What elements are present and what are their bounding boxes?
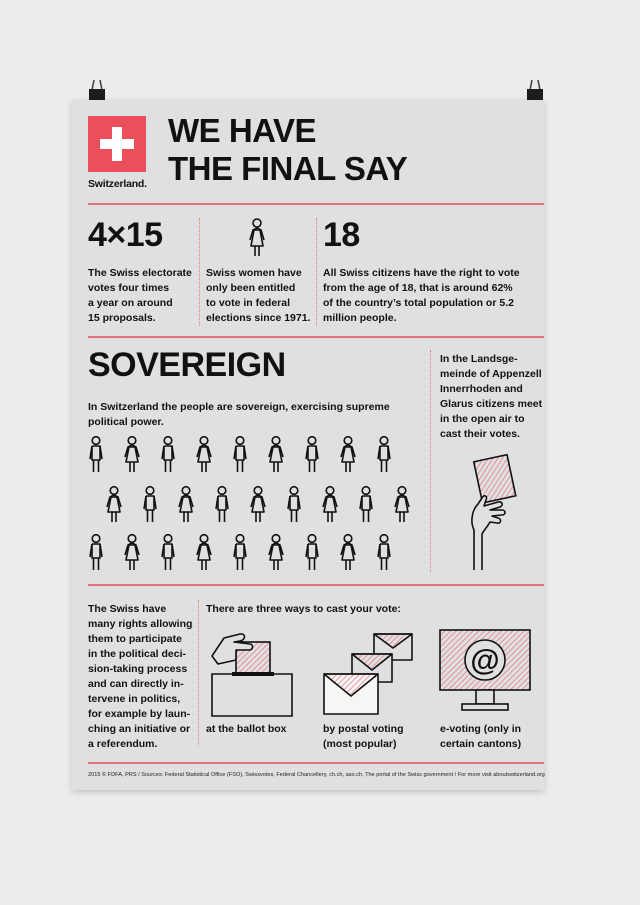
divider [88,203,544,205]
poster-title: WE HAVE THE FINAL SAY [168,112,408,187]
monitor-at-icon [438,626,532,718]
dotted-separator [430,350,431,572]
woman-figure-icon [125,535,139,570]
sovereign-text: In Switzerland the people are sovereign, exercising supreme political power. [88,401,390,428]
stat-text-votes: The Swiss electorate votes four times a year on around 15 proposals. [88,267,192,324]
way-label-postal: by postal voting (most popular) [323,723,404,750]
swiss-flag-icon [88,116,146,172]
stat-text-women: Swiss women have only been entitled to vote in federal elections since 1971. [206,267,311,324]
woman-figure-icon [125,437,139,472]
ways-heading: There are three ways to cast your vote: [206,603,401,615]
man-figure-icon [234,437,246,472]
man-figure-icon [234,535,246,570]
man-figure-icon [90,535,102,570]
rights-text: The Swiss have many rights allowing them to participate in the political deci- sion-taking process and can directly in- tervene in politics, for example by laun- ching an initiative or a referendum. [88,603,193,750]
sovereign-heading: SOVEREIGN [88,346,286,384]
man-figure-icon [90,437,102,472]
man-figure-icon [288,487,300,522]
way-label-evoting: e-voting (only in certain cantons) [440,723,522,750]
man-figure-icon [306,437,318,472]
man-figure-icon [378,437,390,472]
dotted-separator [316,218,317,326]
crowd-illustration [86,436,426,576]
man-figure-icon [144,487,156,522]
woman-figure-icon [269,437,283,472]
divider [88,584,544,586]
man-figure-icon [162,437,174,472]
stat-value-age: 18 [323,216,360,254]
woman-figure-icon [341,535,355,570]
woman-figure-icon [251,487,265,522]
woman-figure-icon [269,535,283,570]
ballot-box-icon [206,626,298,718]
envelopes-icon [322,632,414,718]
stat-value-votes: 4×15 [88,216,163,254]
woman-figure-icon [107,487,121,522]
landsgemeinde-text: In the Landsge- meinde of Appenzell Innerrhoden and Glarus citizens meet in the open air to cast their votes. [440,353,543,440]
dotted-separator [198,600,199,746]
stat-text-age: All Swiss citizens have the right to vote from the age of 18, that is around 62% of the country’s total population or 5.2 million people. [323,267,520,324]
way-label-ballot: at the ballot box [206,723,287,735]
man-figure-icon [216,487,228,522]
woman-figure-icon [323,487,337,522]
svg-text:@: @ [470,644,500,677]
woman-figure-icon [395,487,409,522]
flag-label: Switzerland. [88,178,147,190]
woman-figure-icon [246,218,268,258]
hand-with-ballot-icon [464,452,526,570]
footer-sources: 2015 © FDFA, PRS / Sources: Federal Statistical Office (FSO), Swissvotes, Federal Chancellery, ch.ch, aso.ch, The portal of the Swiss government / For more visit aboutswitzerland.org [88,772,545,778]
man-figure-icon [306,535,318,570]
poster [72,100,544,790]
man-figure-icon [162,535,174,570]
woman-figure-icon [197,535,211,570]
woman-figure-icon [197,437,211,472]
man-figure-icon [360,487,372,522]
dotted-separator [199,218,200,326]
divider [88,762,544,764]
woman-figure-icon [341,437,355,472]
woman-figure-icon [179,487,193,522]
divider [88,336,544,338]
man-figure-icon [378,535,390,570]
